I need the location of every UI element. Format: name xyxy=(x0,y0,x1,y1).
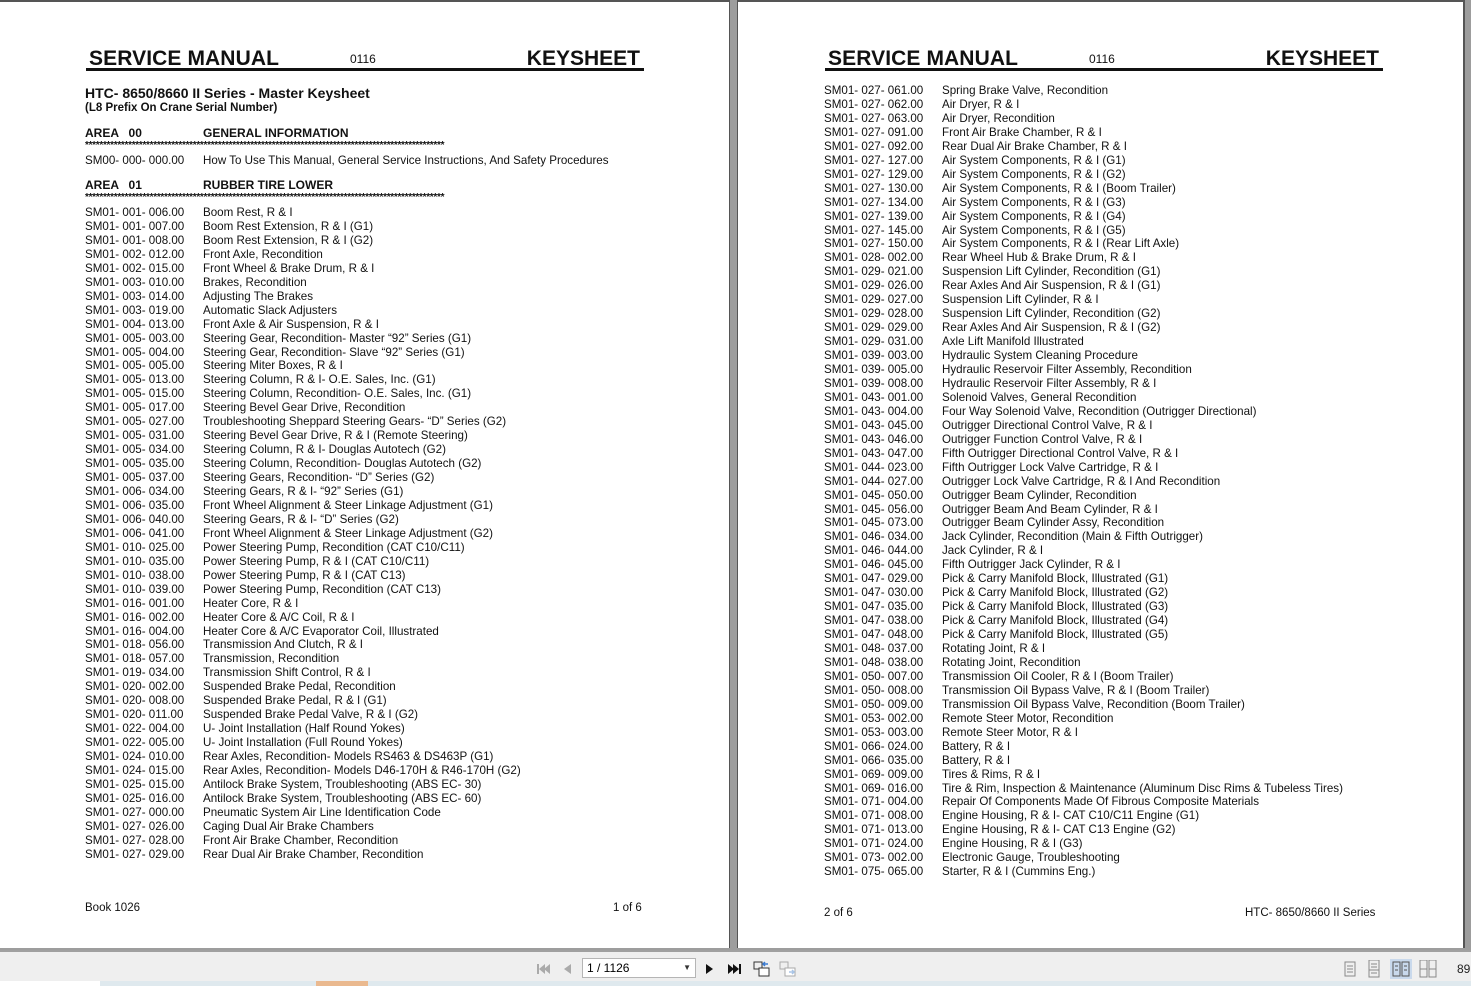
entry-code: SM01- 043- 046.00 xyxy=(824,432,924,446)
entry-description: Steering Miter Boxes, R & I xyxy=(203,359,343,373)
entry-code: SM01- 019- 034.00 xyxy=(85,666,185,680)
entry-description: Tires & Rims, R & I xyxy=(942,767,1041,781)
asterisk-divider: **************************************************************************************************** xyxy=(85,193,445,203)
entry-description: Air System Components, R & I (G3) xyxy=(942,195,1126,209)
header-keysheet: KEYSHEET xyxy=(526,47,640,70)
zoom-level[interactable]: 89 xyxy=(1457,962,1471,976)
entry-description: Jack Cylinder, R & I xyxy=(942,544,1044,558)
entry-code: SM01- 006- 041.00 xyxy=(85,526,185,540)
entry-code: SM01- 039- 008.00 xyxy=(824,376,924,390)
entry-code: SM01- 001- 008.00 xyxy=(85,233,185,247)
entry-code: SM01- 045- 056.00 xyxy=(824,502,924,516)
entry-description: Front Air Brake Chamber, R & I xyxy=(942,125,1102,139)
entry-code: SM01- 027- 134.00 xyxy=(824,195,924,209)
entry-code: SM01- 046- 034.00 xyxy=(824,530,924,544)
entry-code: SM01- 005- 027.00 xyxy=(85,415,185,429)
entry-description: Suspension Lift Cylinder, Recondition (G1) xyxy=(942,265,1161,279)
entry-description: Remote Steer Motor, R & I xyxy=(942,725,1078,739)
last-page-icon xyxy=(728,963,742,975)
entry-description: Steering Bevel Gear Drive, R & I (Remote Steering) xyxy=(203,429,468,443)
entry-code: SM01- 027- 145.00 xyxy=(824,223,924,237)
entry-description: Outrigger Directional Control Valve, R & I xyxy=(942,418,1153,432)
entry-code: SM01- 039- 005.00 xyxy=(824,363,924,376)
entry-description: Steering Gears, R & I- “D” Series (G2) xyxy=(203,512,399,526)
entry-code: SM01- 071- 008.00 xyxy=(824,809,924,823)
entry-code: SM01- 053- 003.00 xyxy=(824,725,924,739)
next-view-icon xyxy=(779,960,797,978)
entry-description: Heater Core & A/C Coil, R & I xyxy=(203,610,355,624)
entry-code: SM01- 022- 005.00 xyxy=(85,736,185,750)
entry-description: Rear Axles, Recondition- Models D46-170H & R46-170H (G2) xyxy=(203,764,521,777)
entry-code: SM01- 005- 005.00 xyxy=(85,359,185,373)
entry-code: SM01- 046- 044.00 xyxy=(824,544,924,558)
entry-code: SM01- 069- 016.00 xyxy=(824,781,924,795)
entry-code: SM01- 027- 092.00 xyxy=(824,139,924,153)
area-00-heading xyxy=(85,126,645,140)
entry-code: SM01- 045- 050.00 xyxy=(824,488,924,502)
entry-description: Boom Rest Extension, R & I (G2) xyxy=(203,233,374,247)
entry-description: U- Joint Installation (Half Round Yokes) xyxy=(203,722,405,736)
entry-code: SM01- 027- 062.00 xyxy=(824,97,924,111)
two-page-view-button[interactable] xyxy=(1390,959,1412,979)
entry-code: SM01- 005- 015.00 xyxy=(85,387,185,401)
entry-code: SM01- 027- 000.00 xyxy=(85,805,185,819)
entry-description: Four Way Solenoid Valve, Recondition (Outrigger Directional) xyxy=(942,404,1257,418)
entry-code: SM01- 047- 035.00 xyxy=(824,600,924,614)
entry-code: SM01- 047- 038.00 xyxy=(824,614,924,628)
entry-code: SM01- 050- 009.00 xyxy=(824,697,924,711)
entry-description: Transmission, Recondition xyxy=(203,652,340,666)
entry-description: Jack Cylinder, Recondition (Main & Fifth Outrigger) xyxy=(942,530,1203,544)
entry-description: Automatic Slack Adjusters xyxy=(203,303,338,317)
entry-description: Outrigger Beam And Beam Cylinder, R & I xyxy=(942,502,1158,516)
previous-page-button[interactable] xyxy=(560,959,574,979)
page-footer-left: Book 1026 xyxy=(85,902,140,914)
entry-code: SM01- 005- 004.00 xyxy=(85,345,185,359)
entry-description: Heater Core & A/C Evaporator Coil, Illustrated xyxy=(203,624,439,638)
entry-code: SM01- 005- 034.00 xyxy=(85,443,185,457)
entry-description: Pick & Carry Manifold Block, Illustrated (G3) xyxy=(942,600,1169,614)
continuous-view-button[interactable] xyxy=(1366,959,1382,979)
entry-description: Front Axle & Air Suspension, R & I xyxy=(203,317,379,331)
header-service-manual: SERVICE MANUAL xyxy=(828,47,1019,70)
header-keysheet: KEYSHEET xyxy=(1265,47,1379,70)
entry-code: SM01- 048- 038.00 xyxy=(824,655,924,669)
entry-code: SM01- 003- 010.00 xyxy=(85,275,185,289)
entry-code: SM01- 027- 091.00 xyxy=(824,125,924,139)
entry-description: Rear Dual Air Brake Chamber, R & I xyxy=(942,139,1127,153)
entry-code: SM01- 027- 130.00 xyxy=(824,181,924,195)
entry-description: Rotating Joint, Recondition xyxy=(942,655,1081,669)
entry-description: Outrigger Lock Valve Cartridge, R & I And Recondition xyxy=(942,474,1221,488)
entry-description: Rear Dual Air Brake Chamber, Recondition xyxy=(203,847,424,861)
entry-description: Axle Lift Manifold Illustrated xyxy=(942,335,1084,349)
entry-code: SM01- 018- 056.00 xyxy=(85,638,185,652)
entry-code: SM01- 027- 061.00 xyxy=(824,84,924,97)
entry-code: SM01- 066- 024.00 xyxy=(824,739,924,753)
entry-description: Power Steering Pump, R & I (CAT C13) xyxy=(203,568,406,582)
entry-description: Suspended Brake Pedal, Recondition xyxy=(203,680,396,694)
entry-code: SM01- 005- 035.00 xyxy=(85,457,185,471)
entry-code: SM01- 046- 045.00 xyxy=(824,558,924,572)
next-view-button[interactable] xyxy=(778,959,798,979)
entry-description: Spring Brake Valve, Recondition xyxy=(942,84,1109,97)
entry-description: Steering Column, R & I- O.E. Sales, Inc. (G1) xyxy=(203,373,436,387)
entry-description: Transmission And Clutch, R & I xyxy=(203,638,364,652)
entry-description: Pick & Carry Manifold Block, Illustrated (G1) xyxy=(942,572,1169,586)
entry-description: Air System Components, R & I (G5) xyxy=(942,223,1126,237)
document-title: HTC- 8650/8660 II Series - Master Keysheet xyxy=(85,85,370,101)
area-00-label: AREA 00 xyxy=(85,126,142,140)
page-top-edge xyxy=(0,0,729,2)
entry-description: Pneumatic System Air Line Identification Code xyxy=(203,805,441,819)
entry-description: Starter, R & I (Cummins Eng.) xyxy=(942,865,1096,879)
entry-code: SM01- 027- 127.00 xyxy=(824,153,924,167)
entry-description: Suspension Lift Cylinder, R & I xyxy=(942,293,1099,307)
entry-code: SM01- 047- 030.00 xyxy=(824,586,924,600)
entry-description: Transmission Oil Cooler, R & I (Boom Trailer) xyxy=(942,669,1174,683)
two-page-continuous-icon xyxy=(1419,960,1437,978)
entry-code: SM00- 000- 000.00 xyxy=(85,154,185,167)
entry-description: Air System Components, R & I (Boom Trailer) xyxy=(942,181,1176,195)
entry-description: Front Axle, Recondition xyxy=(203,247,323,261)
entry-description: Steering Gears, Recondition- “D” Series (G2) xyxy=(203,471,435,485)
entry-code: SM01- 027- 028.00 xyxy=(85,833,185,847)
entry-code: SM01- 043- 045.00 xyxy=(824,418,924,432)
entry-code: SM01- 022- 004.00 xyxy=(85,722,185,736)
entry-code: SM01- 006- 034.00 xyxy=(85,485,185,498)
entry-description: Engine Housing, R & I- CAT C10/C11 Engine (G1) xyxy=(942,809,1200,823)
entry-description: Battery, R & I xyxy=(942,753,1011,767)
entry-code: SM01- 029- 028.00 xyxy=(824,307,924,321)
entry-description: Outrigger Function Control Valve, R & I xyxy=(942,432,1143,446)
entry-description: Steering Gears, R & I- “92” Series (G1) xyxy=(203,485,404,498)
entry-code: SM01- 018- 057.00 xyxy=(85,652,185,666)
continuous-page-icon xyxy=(1368,960,1380,978)
entry-description: Antilock Brake System, Troubleshooting (ABS EC- 60) xyxy=(203,791,482,805)
entry-code: SM01- 075- 065.00 xyxy=(824,865,924,879)
entry-description: Fifth Outrigger Jack Cylinder, R & I xyxy=(942,558,1121,572)
entry-description: Transmission Shift Control, R & I xyxy=(203,666,371,680)
entry-code: SM01- 029- 031.00 xyxy=(824,335,924,349)
entry-description: U- Joint Installation (Full Round Yokes) xyxy=(203,736,403,750)
next-page-button[interactable] xyxy=(703,959,717,979)
entry-code: SM01- 071- 013.00 xyxy=(824,823,924,837)
entry-description: Rear Axles And Air Suspension, R & I (G1) xyxy=(942,279,1161,293)
previous-view-button[interactable] xyxy=(752,959,772,979)
entry-description: Transmission Oil Bypass Valve, R & I (Boom Trailer) xyxy=(942,683,1210,697)
entry-code: SM01- 005- 037.00 xyxy=(85,471,185,485)
entry-code: SM01- 005- 031.00 xyxy=(85,429,185,443)
entry-code: SM01- 043- 004.00 xyxy=(824,404,924,418)
entry-description: Steering Gear, Recondition- Slave “92” Series (G1) xyxy=(203,345,465,359)
entry-description: Caging Dual Air Brake Chambers xyxy=(203,819,374,833)
entry-code: SM01- 010- 025.00 xyxy=(85,540,185,554)
header-code: 0116 xyxy=(1089,52,1115,66)
last-page-button[interactable] xyxy=(726,959,744,979)
entry-code: SM01- 028- 002.00 xyxy=(824,251,924,265)
header-service-manual: SERVICE MANUAL xyxy=(89,47,280,70)
entry-code: SM01- 027- 139.00 xyxy=(824,209,924,223)
entry-code: SM01- 043- 047.00 xyxy=(824,446,924,460)
entry-code: SM01- 044- 027.00 xyxy=(824,474,924,488)
entry-description: Battery, R & I xyxy=(942,739,1011,753)
taskbar-edge xyxy=(0,981,1471,986)
entry-description: Transmission Oil Bypass Valve, Recondition (Boom Trailer) xyxy=(942,697,1245,711)
entry-description: Power Steering Pump, Recondition (CAT C10/C11) xyxy=(203,540,465,554)
document-page-2 xyxy=(737,0,1465,948)
entry-description: Troubleshooting Sheppard Steering Gears- “D” Series (G2) xyxy=(203,415,507,429)
entry-description: Pick & Carry Manifold Block, Illustrated (G2) xyxy=(942,586,1169,600)
entry-code: SM01- 053- 002.00 xyxy=(824,711,924,725)
entry-description: Heater Core, R & I xyxy=(203,596,299,610)
entry-code: SM01- 010- 035.00 xyxy=(85,554,185,568)
entry-description: Pick & Carry Manifold Block, Illustrated (G4) xyxy=(942,614,1169,628)
entry-code: SM01- 005- 017.00 xyxy=(85,401,185,415)
entry-code: SM01- 029- 021.00 xyxy=(824,265,924,279)
entry-description: Steering Gear, Recondition- Master “92” Series (G1) xyxy=(203,331,472,345)
page-top-edge xyxy=(738,0,1463,2)
entry-description: Suspended Brake Pedal Valve, R & I (G2) xyxy=(203,708,419,722)
entry-description: Steering Bevel Gear Drive, Recondition xyxy=(203,401,406,415)
taskbar-segment xyxy=(0,981,100,986)
entry-description: Air System Components, R & I (Rear Lift Axle) xyxy=(942,237,1180,251)
entry-code: SM01- 016- 004.00 xyxy=(85,624,185,638)
entry-code: SM01- 025- 015.00 xyxy=(85,777,185,791)
entry-description: Power Steering Pump, Recondition (CAT C13) xyxy=(203,582,441,596)
entry-description: Outrigger Beam Cylinder, Recondition xyxy=(942,488,1137,502)
entry-code: SM01- 006- 040.00 xyxy=(85,512,185,526)
entry-code: SM01- 047- 048.00 xyxy=(824,628,924,642)
entry-code: SM01- 039- 003.00 xyxy=(824,349,924,363)
entry-code: SM01- 027- 129.00 xyxy=(824,167,924,181)
entry-code: SM01- 050- 008.00 xyxy=(824,683,924,697)
entry-description: Hydraulic Reservoir Filter Assembly, R & I xyxy=(942,376,1157,390)
entry-code: SM01- 027- 029.00 xyxy=(85,847,185,861)
page-footer-right: HTC- 8650/8660 II Series xyxy=(1245,907,1376,919)
entry-description: Boom Rest Extension, R & I (G1) xyxy=(203,219,374,233)
entry-code: SM01- 071- 024.00 xyxy=(824,837,924,851)
two-page-continuous-view-button[interactable] xyxy=(1418,959,1438,979)
entry-code: SM01- 005- 003.00 xyxy=(85,331,185,345)
entry-description: Suspension Lift Cylinder, Recondition (G2) xyxy=(942,307,1161,321)
page-header xyxy=(86,38,644,71)
entry-code: SM01- 004- 013.00 xyxy=(85,317,185,331)
entry-code: SM01- 073- 002.00 xyxy=(824,851,924,865)
entry-code: SM01- 005- 013.00 xyxy=(85,373,185,387)
entry-description: Rotating Joint, R & I xyxy=(942,642,1046,655)
entry-description: How To Use This Manual, General Service Instructions, And Safety Procedures xyxy=(203,154,609,167)
area-00-name: GENERAL INFORMATION xyxy=(203,126,349,140)
entry-description: Front Wheel Alignment & Steer Linkage Adjustment (G1) xyxy=(203,498,493,512)
entry-description: Steering Column, R & I- Douglas Autotech (G2) xyxy=(203,443,446,457)
entry-code: SM01- 010- 039.00 xyxy=(85,582,185,596)
page-header xyxy=(825,38,1383,71)
entry-code: SM01- 020- 011.00 xyxy=(85,708,184,722)
previous-view-icon xyxy=(753,960,771,978)
entry-description: Rear Axles, Recondition- Models RS463 & DS463P (G1) xyxy=(203,750,494,764)
entry-code: SM01- 047- 029.00 xyxy=(824,572,924,586)
entry-code: SM01- 027- 150.00 xyxy=(824,237,924,251)
entry-description: Steering Column, Recondition- Douglas Autotech (G2) xyxy=(203,457,482,471)
two-page-icon xyxy=(1392,961,1410,977)
entry-code: SM01- 003- 019.00 xyxy=(85,303,185,317)
entry-code: SM01- 016- 001.00 xyxy=(85,596,185,610)
entry-description: Engine Housing, R & I- CAT C13 Engine (G2) xyxy=(942,823,1176,837)
entry-description: Antilock Brake System, Troubleshooting (ABS EC- 30) xyxy=(203,777,482,791)
entry-code: SM01- 003- 014.00 xyxy=(85,289,185,303)
entry-code: SM01- 029- 029.00 xyxy=(824,321,924,335)
entry-description: Engine Housing, R & I (G3) xyxy=(942,837,1083,851)
entry-description: Suspended Brake Pedal, R & I (G1) xyxy=(203,694,387,708)
entry-code: SM01- 001- 006.00 xyxy=(85,206,185,219)
entry-description: Fifth Outrigger Lock Valve Cartridge, R & I xyxy=(942,460,1159,474)
entry-description: Air System Components, R & I (G4) xyxy=(942,209,1126,223)
entry-code: SM01- 001- 007.00 xyxy=(85,219,185,233)
entry-description: Remote Steer Motor, Recondition xyxy=(942,711,1114,725)
entry-description: Pick & Carry Manifold Block, Illustrated (G5) xyxy=(942,628,1169,642)
area-01-name: RUBBER TIRE LOWER xyxy=(203,178,333,192)
entry-code: SM01- 016- 002.00 xyxy=(85,610,185,624)
entry-description: Tire & Rim, Inspection & Maintenance (Aluminum Disc Rims & Tubeless Tires) xyxy=(942,781,1343,795)
entry-code: SM01- 050- 007.00 xyxy=(824,669,924,683)
entry-description: Repair Of Components Made Of Fibrous Composite Materials xyxy=(942,795,1260,809)
next-page-icon xyxy=(705,963,715,975)
area-01-heading xyxy=(85,178,645,192)
entry-code: SM01- 002- 015.00 xyxy=(85,261,185,275)
entry-description: Front Air Brake Chamber, Recondition xyxy=(203,833,399,847)
entry-description: Fifth Outrigger Directional Control Valve, R & I xyxy=(942,446,1179,460)
entry-description: Power Steering Pump, R & I (CAT C10/C11) xyxy=(203,554,430,568)
page-indicator: 1 / 1126 xyxy=(587,961,630,975)
entry-code: SM01- 006- 035.00 xyxy=(85,498,185,512)
entry-description: Hydraulic System Cleaning Procedure xyxy=(942,349,1138,363)
entry-code: SM01- 069- 009.00 xyxy=(824,767,924,781)
entry-code: SM01- 066- 035.00 xyxy=(824,753,924,767)
entry-description: Air System Components, R & I (G1) xyxy=(942,153,1126,167)
entry-description: Boom Rest, R & I xyxy=(203,206,293,219)
entry-code: SM01- 027- 026.00 xyxy=(85,819,185,833)
entry-description: Front Wheel Alignment & Steer Linkage Adjustment (G2) xyxy=(203,526,493,540)
entry-description: Brakes, Recondition xyxy=(203,275,307,289)
entry-code: SM01- 020- 002.00 xyxy=(85,680,185,694)
previous-page-icon xyxy=(562,963,572,975)
document-subtitle: (L8 Prefix On Crane Serial Number) xyxy=(85,102,278,114)
first-page-button[interactable] xyxy=(534,959,552,979)
entry-description: Electronic Gauge, Troubleshooting xyxy=(942,851,1120,865)
first-page-icon xyxy=(536,963,550,975)
entry-code: SM01- 020- 008.00 xyxy=(85,694,185,708)
single-page-view-button[interactable] xyxy=(1342,959,1358,979)
entry-description: Solenoid Valves, General Recondition xyxy=(942,390,1137,404)
entry-code: SM01- 048- 037.00 xyxy=(824,642,924,655)
entry-code: SM01- 024- 010.00 xyxy=(85,750,185,764)
document-page-1 xyxy=(0,0,730,948)
entry-code: SM01- 045- 073.00 xyxy=(824,516,924,530)
entry-description: Rear Wheel Hub & Brake Drum, R & I xyxy=(942,251,1136,265)
entry-description: Air System Components, R & I (G2) xyxy=(942,167,1126,181)
entry-code: SM01- 044- 023.00 xyxy=(824,460,924,474)
single-page-icon xyxy=(1344,961,1356,977)
asterisk-divider: **************************************************************************************************** xyxy=(85,141,445,151)
entry-description: Air Dryer, R & I xyxy=(942,97,1020,111)
area-01-label: AREA 01 xyxy=(85,178,142,192)
page-number-input[interactable] xyxy=(582,958,696,978)
entry-code: SM01- 024- 015.00 xyxy=(85,764,185,777)
entry-code: SM01- 002- 012.00 xyxy=(85,247,185,261)
entry-code: SM01- 043- 001.00 xyxy=(824,390,924,404)
entry-description: Hydraulic Reservoir Filter Assembly, Recondition xyxy=(942,363,1192,376)
entry-description: Outrigger Beam Cylinder Assy, Recondition xyxy=(942,516,1165,530)
page-footer-left: 2 of 6 xyxy=(824,907,853,919)
entry-description: Air Dryer, Recondition xyxy=(942,111,1055,125)
entry-description: Front Wheel & Brake Drum, R & I xyxy=(203,261,375,275)
entry-code: SM01- 029- 026.00 xyxy=(824,279,924,293)
entry-description: Steering Column, Recondition- O.E. Sales, Inc. (G1) xyxy=(203,387,472,401)
entry-code: SM01- 071- 004.00 xyxy=(824,795,924,809)
taskbar-active-item xyxy=(316,981,368,986)
entry-code: SM01- 010- 038.00 xyxy=(85,568,185,582)
entry-code: SM01- 027- 063.00 xyxy=(824,111,924,125)
page-footer-right: 1 of 6 xyxy=(613,902,642,914)
entry-description: Adjusting The Brakes xyxy=(203,289,313,303)
header-code: 0116 xyxy=(350,52,376,66)
entry-code: SM01- 029- 027.00 xyxy=(824,293,924,307)
dropdown-caret-icon[interactable]: ▼ xyxy=(683,963,691,972)
entry-code: SM01- 025- 016.00 xyxy=(85,791,185,805)
entry-description: Rear Axles And Air Suspension, R & I (G2) xyxy=(942,321,1161,335)
